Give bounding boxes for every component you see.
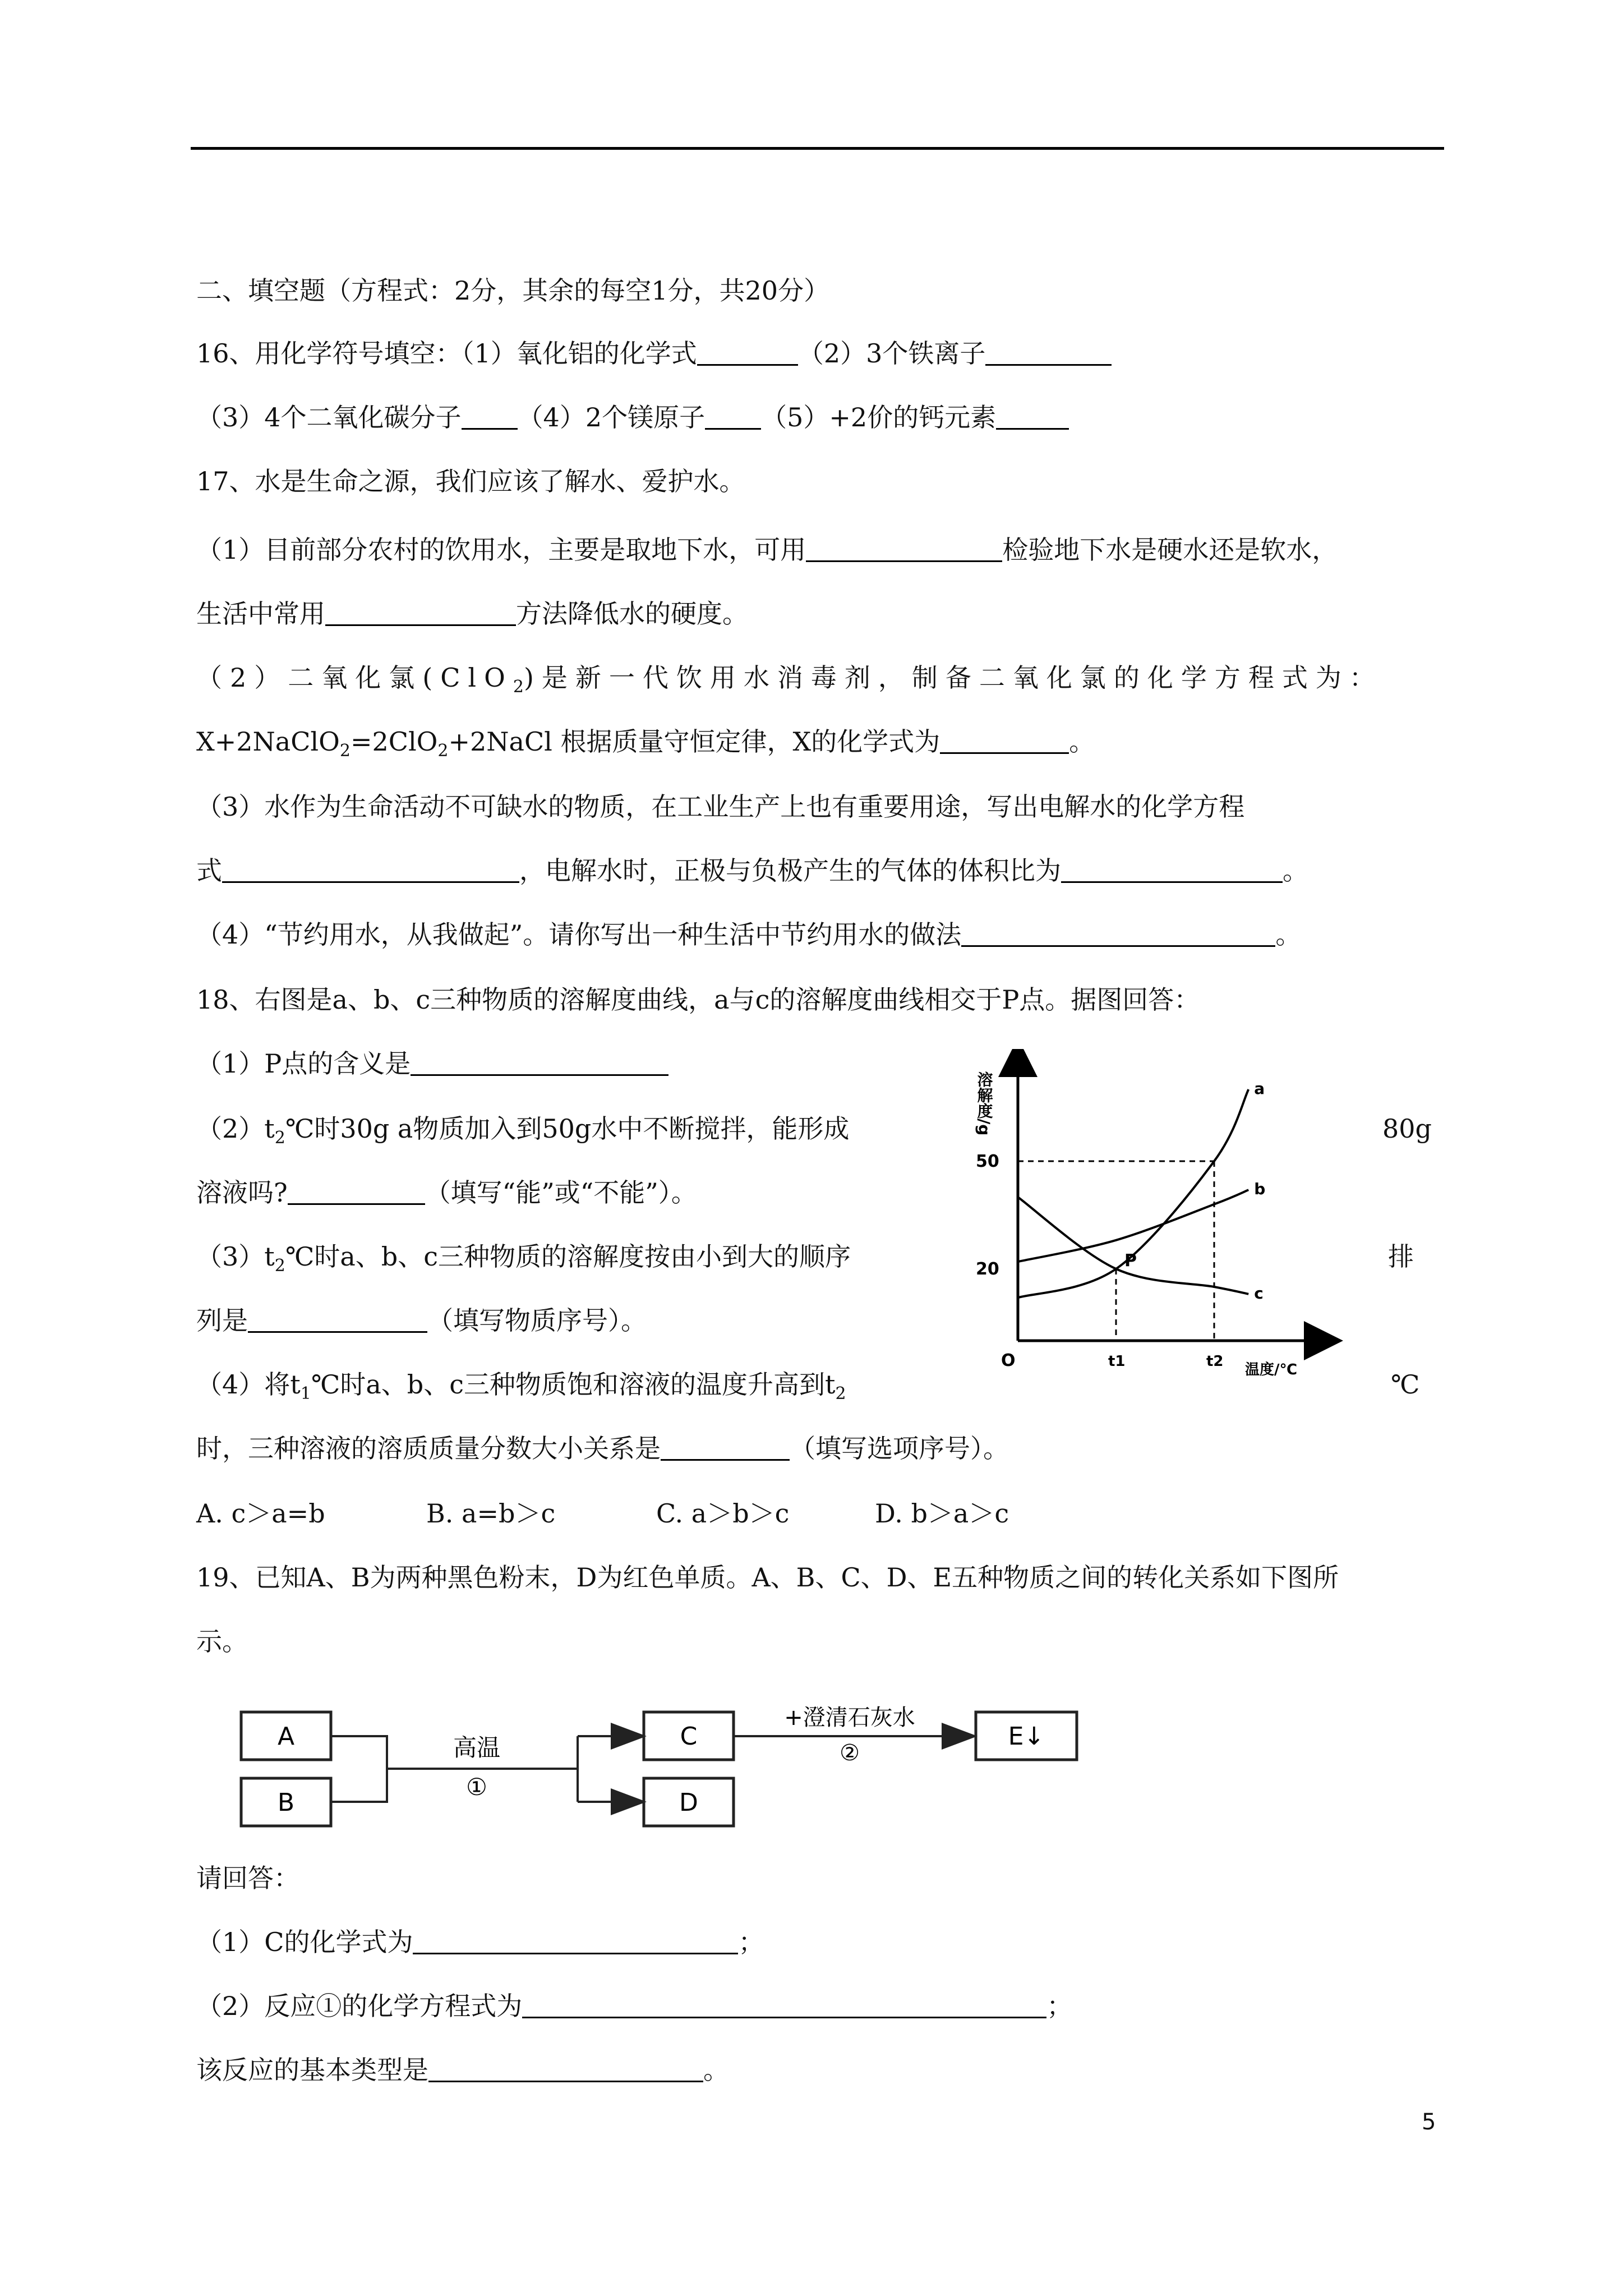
q19-p1 <box>196 1925 764 1959</box>
subscript: 2 <box>513 677 524 697</box>
q17-p2-line2 <box>196 725 1095 768</box>
x-axis-label: 温度/℃ <box>1245 1361 1297 1378</box>
origin-label: O <box>1001 1351 1016 1370</box>
q16-text: （5）+2价的钙元素 <box>761 402 997 432</box>
q17-p1-line2 <box>196 597 748 631</box>
q17-text: 。 <box>1275 919 1302 950</box>
q18-text: （填写物质序号）。 <box>427 1305 647 1336</box>
answer-blank[interactable] <box>961 921 1275 947</box>
subscript: 2 <box>274 1128 285 1148</box>
step-1-label: ① <box>466 1773 487 1801</box>
option-c[interactable]: C. a＞b＞c <box>656 1498 790 1529</box>
x-tick-label-t1: t1 <box>1108 1353 1126 1370</box>
answer-blank[interactable] <box>661 1434 790 1461</box>
q17-text: （4）“节约用水，从我做起”。请你写出一种生活中节约用水的做法 <box>196 919 962 950</box>
answer-blank[interactable] <box>1061 857 1283 883</box>
condition-limewater: +澄清石灰水 <box>784 1705 915 1731</box>
answer-blank[interactable] <box>288 1179 425 1205</box>
box-a-label: A <box>277 1722 295 1751</box>
answer-blank[interactable] <box>428 2056 703 2082</box>
q18-text: （2）t <box>196 1114 275 1144</box>
answer-blank[interactable] <box>522 1992 1046 2018</box>
q17-text: 检验地下水是硬水还是软水， <box>1002 535 1338 565</box>
condition-high-temp: 高温 <box>453 1734 501 1761</box>
q17-text: （2）二氧化氯(ClO <box>196 662 513 693</box>
q18-text: （3）t <box>196 1241 275 1272</box>
q18-p3-right: 排 <box>1388 1241 1414 1272</box>
q18-text: （填写选项序号）。 <box>790 1433 1009 1464</box>
q19-please: 请回答： <box>196 1863 299 1893</box>
q17-text: )是新一代饮用水消毒剂，制备二氧化氯的化学方程式为： <box>523 662 1383 693</box>
option-d[interactable]: D. b＞a＞c <box>875 1498 1009 1529</box>
q16-line2 <box>196 401 1069 434</box>
answer-blank[interactable] <box>996 403 1069 430</box>
series-a-label: a <box>1254 1079 1265 1098</box>
q18-text: （4）将t <box>196 1369 301 1400</box>
q19-text: ； <box>738 1927 764 1957</box>
q17-text: 。 <box>1283 855 1308 886</box>
q17-p2-line1 <box>196 661 1383 704</box>
q17-text: +2NaCl 根据质量守恒定律，X的化学式为 <box>448 726 940 757</box>
answer-blank[interactable] <box>325 600 516 626</box>
q18-text: 列是 <box>196 1305 248 1336</box>
q16-line1 <box>196 337 1112 370</box>
subscript: 2 <box>437 741 449 761</box>
q18-text: ℃时a、b、c三种物质的溶解度按由小到大的顺序 <box>285 1241 851 1272</box>
q16-text: 16、用化学符号填空：（1）氧化铝的化学式 <box>196 338 697 369</box>
q17-text: 方法降低水的硬度。 <box>516 599 748 629</box>
q18-p1 <box>196 1047 668 1080</box>
q16-text: （2）3个铁离子 <box>797 338 986 369</box>
answer-blank[interactable] <box>462 403 518 430</box>
box-d-label: D <box>679 1788 698 1817</box>
q19-text: 。 <box>703 2055 729 2085</box>
q18-p4-line2 <box>196 1432 1009 1465</box>
q18-text: ℃时30g a物质加入到50g水中不断搅拌，能形成 <box>285 1114 850 1144</box>
x-tick-label-t2: t2 <box>1206 1353 1224 1370</box>
q18-p2-line2 <box>196 1176 697 1209</box>
answer-blank[interactable] <box>705 403 761 430</box>
q17-text: （1）目前部分农村的饮用水，主要是取地下水，可用 <box>196 535 806 565</box>
answer-blank[interactable] <box>248 1306 427 1333</box>
y-tick-label-50: 50 <box>976 1152 999 1171</box>
q18-p2-right: 80g <box>1382 1114 1432 1144</box>
q19-line2: 示。 <box>196 1626 248 1657</box>
q19-text: 该反应的基本类型是 <box>196 2055 428 2085</box>
q17-text: 生活中常用 <box>196 599 325 629</box>
q17-p3-line1: （3）水作为生命活动不可缺水的物质，在工业生产上也有重要用途，写出电解水的化学方程 <box>196 792 1245 822</box>
answer-blank[interactable] <box>411 1050 668 1076</box>
answer-blank[interactable] <box>413 1928 738 1954</box>
q19-line1: 19、已知A、B为两种黑色粉末，D为红色单质。A、B、C、D、E五种物质之间的转化关系如下图所 <box>196 1562 1339 1593</box>
q18-text: 时，三种溶液的溶质质量分数大小关系是 <box>196 1433 661 1464</box>
box-b-label: B <box>277 1788 295 1817</box>
subscript: 2 <box>339 741 351 761</box>
q17-p3-line2 <box>196 854 1308 887</box>
q18-text: （1）P点的含义是 <box>196 1048 411 1079</box>
series-c-label: c <box>1254 1283 1264 1303</box>
step-2-label: ② <box>840 1740 860 1766</box>
q16-text: （4）2个镁原子 <box>517 402 706 432</box>
option-b[interactable]: B. a=b＞c <box>426 1498 556 1529</box>
option-a[interactable]: A. c＞a=b <box>196 1498 325 1529</box>
reaction-flow-diagram <box>224 1694 1099 1834</box>
q17-text: ，电解水时，正极与负极产生的气体的体积比为 <box>519 855 1061 886</box>
q18-p4-line1 <box>196 1368 846 1411</box>
subscript: 2 <box>835 1384 846 1404</box>
answer-blank[interactable] <box>806 536 1002 562</box>
series-b-label: b <box>1254 1180 1266 1199</box>
q19-p3 <box>196 2053 729 2087</box>
q17-intro: 17、水是生命之源，我们应该了解水、爱护水。 <box>196 466 745 496</box>
q17-text: =2ClO <box>350 726 438 757</box>
q18-options <box>196 1497 1009 1530</box>
q17-text: 式 <box>196 855 222 886</box>
page-number: 5 <box>1422 2109 1436 2135</box>
q19-p2 <box>196 1989 1072 2023</box>
q17-text: X+2NaClO <box>196 726 340 757</box>
box-e-label: E↓ <box>1008 1722 1045 1751</box>
answer-blank[interactable] <box>697 339 798 366</box>
intersection-point-label: P <box>1124 1251 1137 1271</box>
answer-blank[interactable] <box>940 728 1069 754</box>
q17-text: 。 <box>1069 726 1095 757</box>
q18-p3-line2 <box>196 1304 647 1337</box>
y-tick-label-20: 20 <box>976 1259 999 1279</box>
section-header: 二、填空题（方程式：2分，其余的每空1分，共20分） <box>196 275 830 306</box>
solubility-chart <box>953 1049 1380 1386</box>
q18-p4-right: ℃ <box>1391 1369 1420 1400</box>
q18-p2-line1 <box>196 1112 849 1155</box>
y-axis-label: 溶解度/g <box>975 1071 994 1136</box>
box-c-label: C <box>680 1722 698 1751</box>
subscript: 1 <box>300 1384 311 1404</box>
subscript: 2 <box>274 1256 285 1276</box>
q18-p3-line1 <box>196 1240 851 1283</box>
q18-text: ℃时a、b、c三种物质饱和溶液的温度升高到t <box>311 1369 836 1400</box>
q18-text: （填写“能”或“不能”）。 <box>425 1177 697 1208</box>
q19-text: ； <box>1046 1991 1073 2021</box>
answer-blank[interactable] <box>985 339 1112 366</box>
q19-text: （1）C的化学式为 <box>196 1927 413 1957</box>
q18-text: 溶液吗? <box>196 1177 288 1208</box>
q16-text: （3）4个二氧化碳分子 <box>196 402 462 432</box>
answer-blank[interactable] <box>222 857 519 883</box>
header-rule <box>191 147 1444 150</box>
q17-p1-line1 <box>196 533 1338 567</box>
q19-text: （2）反应①的化学方程式为 <box>196 1991 523 2021</box>
q17-p4 <box>196 918 1301 951</box>
q18-intro: 18、右图是a、b、c三种物质的溶解度曲线，a与c的溶解度曲线相交于P点。据图回答： <box>196 984 1200 1015</box>
